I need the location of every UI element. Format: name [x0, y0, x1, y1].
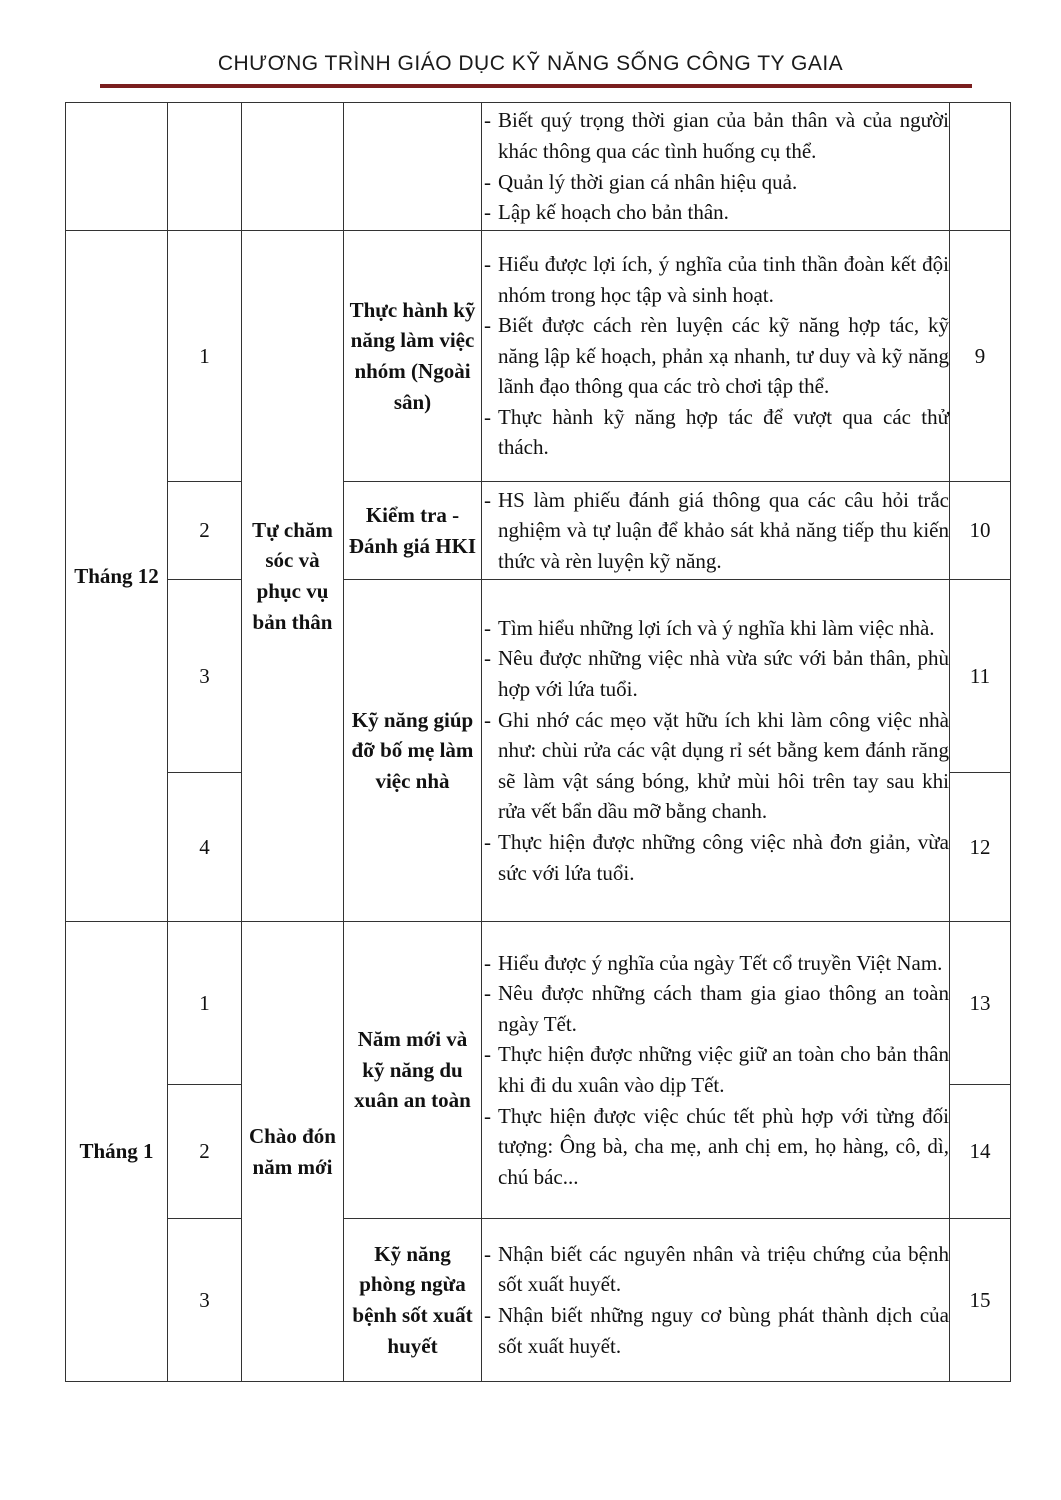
objective-item: - Nhận biết những nguy cơ bùng phát thành dịch của sốt xuất huyết. — [482, 1300, 949, 1361]
table-row — [66, 103, 1011, 231]
month-cell-january: Tháng 1 — [66, 922, 168, 1382]
lesson-number: 14 — [950, 1085, 1011, 1219]
lesson-number: 15 — [950, 1219, 1011, 1382]
objective-item: - Nêu được những cách tham gia giao thông an toàn ngày Tết. — [482, 978, 949, 1039]
objective-item: - Hiểu được lợi ích, ý nghĩa của tinh thần đoàn kết đội nhóm trong học tập và sinh hoạt. — [482, 249, 949, 310]
lesson-cell — [344, 103, 482, 231]
lesson-number: 12 — [950, 773, 1011, 922]
month-cell-december: Tháng 12 — [66, 231, 168, 922]
objectives-cell — [482, 103, 950, 231]
week-cell — [168, 103, 242, 231]
number-cell — [950, 103, 1011, 231]
lesson-title-cell: Kỹ năng giúp đỡ bố mẹ làm việc nhà — [344, 580, 482, 922]
objective-item: - Hiểu được ý nghĩa của ngày Tết cổ truyền Việt Nam. — [482, 948, 949, 979]
week-cell: 3 — [168, 1219, 242, 1382]
table-row — [66, 922, 1011, 1085]
lesson-number: 9 — [950, 231, 1011, 482]
objective-item: - Nêu được những việc nhà vừa sức với bản thân, phù hợp với lứa tuổi. — [482, 643, 949, 704]
lesson-title-cell: Thực hành kỹ năng làm việc nhóm (Ngoài sân) — [344, 231, 482, 482]
lesson-title-cell: Kỹ năng phòng ngừa bệnh sốt xuất huyết — [344, 1219, 482, 1382]
week-cell: 2 — [168, 482, 242, 580]
objective-item: - Quản lý thời gian cá nhân hiệu quả. — [482, 167, 949, 198]
month-cell — [66, 103, 168, 231]
week-cell: 4 — [168, 773, 242, 922]
page-header-title: CHƯƠNG TRÌNH GIÁO DỤC KỸ NĂNG SỐNG CÔNG TY GAIA — [217, 52, 844, 75]
objectives-cell — [482, 580, 950, 922]
objectives-cell — [482, 1219, 950, 1382]
lesson-number: 10 — [950, 482, 1011, 580]
week-cell: 3 — [168, 580, 242, 773]
objectives-cell — [482, 231, 950, 482]
week-cell: 2 — [168, 1085, 242, 1219]
table-row — [66, 231, 1011, 482]
topic-cell-december: Tự chăm sóc và phục vụ bản thân — [242, 231, 344, 922]
lesson-number: 13 — [950, 922, 1011, 1085]
week-cell: 1 — [168, 922, 242, 1085]
objective-item: - Thực hiện được những công việc nhà đơn giản, vừa sức với lứa tuổi. — [482, 827, 949, 888]
objectives-cell — [482, 922, 950, 1219]
table-row — [66, 482, 1011, 580]
objectives-cell — [482, 482, 950, 580]
topic-cell — [242, 103, 344, 231]
objective-item: - Thực hiện được những việc giữ an toàn cho bản thân khi đi du xuân vào dịp Tết. — [482, 1039, 949, 1100]
week-cell: 1 — [168, 231, 242, 482]
objective-item: - Nhận biết các nguyên nhân và triệu chứng của bệnh sốt xuất huyết. — [482, 1239, 949, 1300]
lesson-number: 11 — [950, 580, 1011, 773]
lesson-title-cell: Kiểm tra - Đánh giá HKI — [344, 482, 482, 580]
objective-item: - Biết quý trọng thời gian của bản thân và của người khác thông qua các tình huống cụ thể. — [482, 105, 949, 166]
table-row — [66, 1219, 1011, 1382]
objective-item: - Tìm hiểu những lợi ích và ý nghĩa khi làm việc nhà. — [482, 613, 949, 644]
objective-item: - Ghi nhớ các mẹo vặt hữu ích khi làm công việc nhà như: chùi rửa các vật dụng rỉ sét bằng kem đánh răng sẽ làm vật sáng bóng, khử mùi hôi trên tay sau khi rửa vết bẩn dầu mỡ bằng chanh. — [482, 705, 949, 827]
lesson-title-cell: Năm mới và kỹ năng du xuân an toàn — [344, 922, 482, 1219]
objective-item: - Lập kế hoạch cho bản thân. — [482, 197, 949, 228]
objective-item: - Thực hành kỹ năng hợp tác để vượt qua các thử thách. — [482, 402, 949, 463]
objective-item: - HS làm phiếu đánh giá thông qua các câu hỏi trắc nghiệm và tự luận để khảo sát khả năng tiếp thu kiến thức và rèn luyện kỹ năng. — [482, 485, 949, 577]
table-row — [66, 580, 1011, 773]
objective-item: - Thực hiện được việc chúc tết phù hợp với từng đối tượng: Ông bà, cha mẹ, anh chị em, họ hàng, cô, dì, chú bác... — [482, 1101, 949, 1193]
topic-cell-january: Chào đón năm mới — [242, 922, 344, 1382]
header-divider — [100, 84, 972, 88]
objective-item: - Biết được cách rèn luyện các kỹ năng hợp tác, kỹ năng lập kế hoạch, phản xạ nhanh, tư duy và kỹ năng lãnh đạo thông qua các trò chơi tập thể. — [482, 310, 949, 402]
curriculum-table — [65, 102, 1011, 1382]
